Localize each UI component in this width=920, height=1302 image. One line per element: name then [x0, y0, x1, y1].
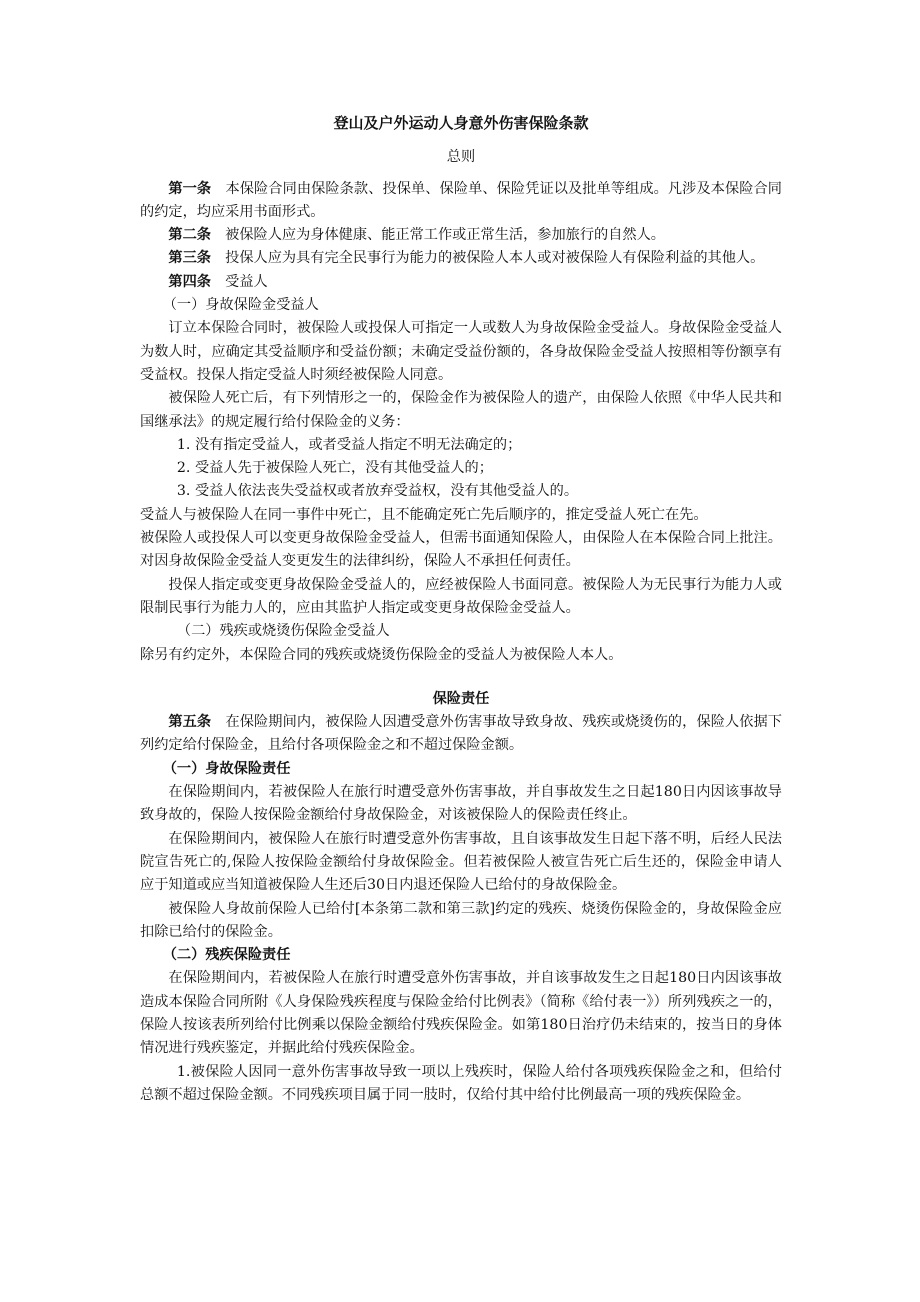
document-page	[140, 112, 782, 1107]
paragraph: 被保险人身故前保险人已给付[本条第二款和第三款]约定的残疾、烧烫伤保险金的，身故保险金应扣除已给付的保险金。	[140, 900, 782, 940]
disability-liability-subheading: （二）残疾保险责任	[162, 947, 291, 964]
paragraph: 被保险人或投保人可以变更身故保险金受益人，但需书面通知保险人，由保险人在本保险合同上批注。对因身故保险金受益人变更发生的法律纠纷，保险人不承担任何责任。	[140, 530, 782, 570]
death-beneficiary-subheading: （一）身故保险金受益人	[162, 297, 319, 314]
disability-beneficiary-subheading: （二）残疾或烧烫伤保险金受益人	[176, 623, 390, 640]
article-1-number: 第一条	[168, 180, 212, 197]
paragraph: 在保险期间内，若被保险人在旅行时遭受意外伤害事故，并自该事故发生之日起180日内因该事故造成本保险合同所附《人身保险残疾程度与保险金给付比例表》（简称《给付表一》）所列残疾之一的，保险人按该表所列给付比例乘以保险金额给付残疾保险金。如第180日治疗仍未结束的，按当日的身体情况进行残疾鉴定，并据此给付残疾保险金。	[140, 970, 782, 1057]
list-item: 2. 受益人先于被保险人死亡，没有其他受益人的；	[176, 460, 493, 477]
article-1-text: 本保险合同由保险条款、投保单、保险单、保险凭证以及批单等组成。凡涉及本保险合同的约定，均应采用书面形式。	[140, 180, 782, 220]
paragraph: 在保险期间内，若被保险人在旅行时遭受意外伤害事故，并自事故发生之日起180日内因该事故导致身故的，保险人按保险金额给付身故保险金，对该被保险人的保险责任终止。	[140, 784, 782, 824]
article-2-text: 被保险人应为身体健康、能正常工作或正常生活，参加旅行的自然人。	[225, 227, 665, 244]
article-3-text: 投保人应为具有完全民事行为能力的被保险人本人或对被保险人有保险利益的其他人。	[225, 250, 765, 267]
article-4	[140, 271, 782, 294]
article-5-text: 在保险期间内，被保险人因遭受意外伤害事故导致身故、残疾或烧烫伤的，保险人依据下列约定给付保险金，且给付各项保险金之和不超过保险金额。	[140, 714, 782, 754]
article-3	[140, 247, 782, 270]
article-4-number: 第四条	[168, 273, 211, 290]
paragraph: 在保险期间内，被保险人在旅行时遭受意外伤害事故，且自该事故发生日起下落不明，后经人民法院宣告死亡的,保险人按保险金额给付身故保险金。但若被保险人被宣告死亡后生还的，保险金申请人应于知道或应当知道被保险人生还后30日内退还保险人已给付的身故保险金。	[140, 830, 782, 894]
paragraph: 被保险人死亡后，有下列情形之一的，保险金作为被保险人的遗产，由保险人依照《中华人民共和国继承法》的规定履行给付保险金的义务：	[140, 390, 782, 430]
paragraph: 1.被保险人因同一意外伤害事故导致一项以上残疾时，保险人给付各项残疾保险金之和，但给付总额不超过保险金额。不同残疾项目属于同一肢时，仅给付其中给付比例最高一项的残疾保险金。	[140, 1063, 782, 1103]
death-liability-subheading: （一）身故保险责任	[162, 760, 291, 777]
article-5	[140, 711, 782, 758]
list-item: 1. 没有指定受益人，或者受益人指定不明无法确定的；	[176, 436, 522, 453]
article-2	[140, 224, 782, 247]
list-item: 3. 受益人依法丧失受益权或者放弃受益权，没有其他受益人的。	[176, 483, 579, 500]
general-provisions-heading: 总则	[446, 149, 476, 166]
article-3-number: 第三条	[168, 250, 211, 267]
article-4-text: 受益人	[225, 273, 268, 290]
article-1	[140, 178, 782, 225]
insurance-liability-heading: 保险责任	[432, 690, 490, 707]
paragraph: 订立本保险合同时，被保险人或投保人可指定一人或数人为身故保险金受益人。身故保险金受益人为数人时，应确定其受益顺序和受益份额；未确定受益份额的，各身故保险金受益人按照相等份额享有受益权。投保人指定受益人时须经被保险人同意。	[140, 320, 782, 383]
paragraph: 除另有约定外，本保险合同的残疾或烧烫伤保险金的受益人为被保险人本人。	[140, 646, 623, 663]
article-5-number: 第五条	[168, 714, 212, 731]
paragraph: 受益人与被保险人在同一事件中死亡，且不能确定死亡先后顺序的，推定受益人死亡在先。	[140, 506, 708, 523]
paragraph: 投保人指定或变更身故保险金受益人的，应经被保险人书面同意。被保险人为无民事行为能力人或限制民事行为能力人的，应由其监护人指定或变更身故保险金受益人。	[140, 576, 782, 616]
document-title: 登山及户外运动人身意外伤害保险条款	[333, 114, 589, 132]
article-2-number: 第二条	[168, 227, 211, 244]
